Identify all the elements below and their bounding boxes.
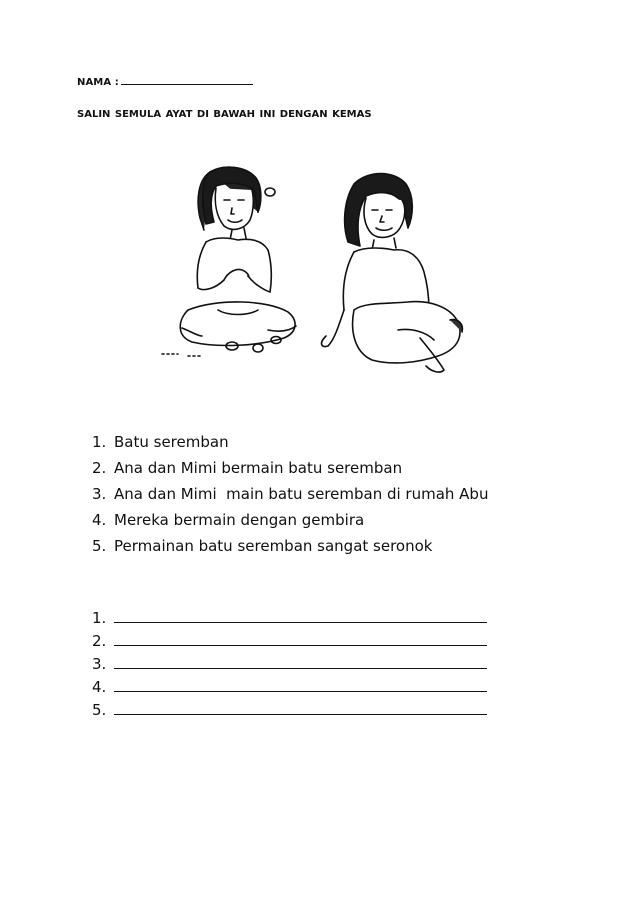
sentence-text: Batu seremban — [114, 433, 229, 451]
sentence-item — [92, 533, 488, 559]
answer-line-item — [92, 607, 487, 630]
name-field — [77, 74, 253, 88]
sentence-list — [92, 429, 488, 559]
name-blank-line — [121, 74, 253, 85]
sentence-item — [92, 429, 488, 455]
sentence-item — [92, 455, 488, 481]
answer-line-number: 1. — [92, 609, 107, 627]
sentence-number: 3. — [92, 485, 107, 503]
sentence-number: 1. — [92, 433, 107, 451]
answer-line-number: 5. — [92, 701, 107, 719]
sentence-text: Mereka bermain dengan gembira — [114, 511, 365, 529]
answer-line-number: 4. — [92, 678, 107, 696]
answer-line-item — [92, 676, 487, 699]
answer-writing-line[interactable] — [114, 654, 487, 669]
answer-line-item — [92, 653, 487, 676]
answer-line-item — [92, 699, 487, 722]
sentence-text: Ana dan Mimi main batu seremban di rumah Abu — [114, 485, 489, 503]
answer-writing-line[interactable] — [114, 700, 487, 715]
answer-line-number: 2. — [92, 632, 107, 650]
girls-playing-illustration — [158, 160, 470, 385]
sentence-number: 2. — [92, 459, 107, 477]
name-label: NAMA : — [77, 77, 119, 88]
sentence-item — [92, 481, 488, 507]
sentence-text: Permainan batu seremban sangat seronok — [114, 537, 433, 555]
answer-writing-line[interactable] — [114, 631, 487, 646]
answer-line-number: 3. — [92, 655, 107, 673]
answer-writing-line[interactable] — [114, 677, 487, 692]
answer-line-list — [92, 607, 487, 722]
instruction-text: SALIN SEMULA AYAT DI BAWAH INI DENGAN KEMAS — [77, 109, 372, 120]
sentence-item — [92, 507, 488, 533]
sentence-number: 4. — [92, 511, 107, 529]
sentence-text: Ana dan Mimi bermain batu seremban — [114, 459, 403, 477]
sentence-number: 5. — [92, 537, 107, 555]
answer-writing-line[interactable] — [114, 608, 487, 623]
answer-line-item — [92, 630, 487, 653]
